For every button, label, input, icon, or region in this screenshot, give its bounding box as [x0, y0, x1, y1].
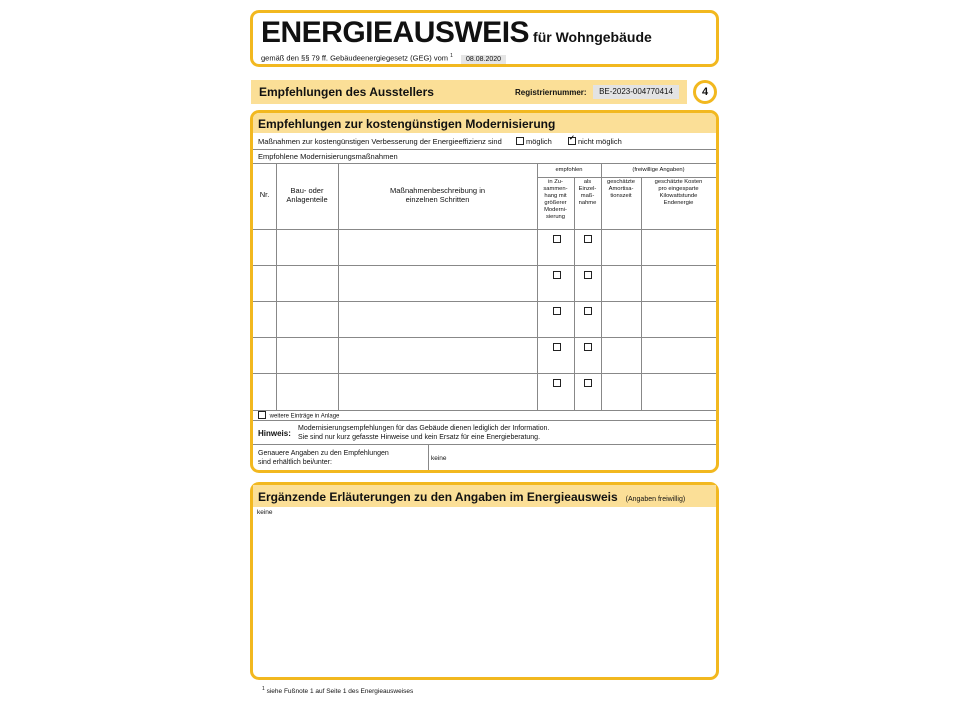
hint-label: Hinweis: — [258, 429, 291, 438]
section-title: Empfehlungen zur kostengünstigen Modernisierung — [253, 113, 716, 133]
possible-checkbox[interactable] — [516, 137, 524, 145]
col-combined: in Zu- sammen- hang mit größerer Moderni- sierung — [543, 179, 568, 220]
page-bar — [251, 80, 687, 104]
row1-combined-checkbox[interactable] — [553, 235, 561, 243]
hint-row — [253, 421, 716, 445]
col-amortization: geschätzte Amortisa- tionszeit — [606, 179, 636, 199]
recommended-label: Empfohlene Modernisierungsmaßnahmen — [253, 150, 716, 164]
row3-single-checkbox[interactable] — [584, 307, 592, 315]
row2-combined-checkbox[interactable] — [553, 271, 561, 279]
document-title — [261, 16, 652, 50]
measures-table — [253, 164, 716, 411]
col-description: Maßnahmenbeschreibung in einzelnen Schritten — [389, 186, 486, 205]
row1-single-checkbox[interactable] — [584, 235, 592, 243]
col-costs: geschätzte Kosten pro eingesparte Kilowattstunde Endenergie — [654, 179, 703, 206]
law-reference: gemäß den §§ 79 ff. Gebäudeenergiegesetz (GEG) vom $^1$ 08.08.2020 — [261, 53, 506, 64]
explanations-value[interactable]: keine — [257, 509, 273, 516]
row5-single-checkbox[interactable] — [584, 379, 592, 387]
not-possible-checkbox[interactable] — [568, 137, 576, 145]
col-component: Bau- oder Anlagenteile — [286, 186, 328, 205]
col-optional: (freiwillige Angaben) — [632, 167, 685, 173]
explanations-section — [250, 482, 719, 680]
row4-single-checkbox[interactable] — [584, 343, 592, 351]
title-main: ENERGIEAUSWEIS — [261, 16, 530, 49]
measures-row: Maßnahmen zur kostengünstigen Verbesserung der Energieeffizienz sind möglich ✓ nicht möglich — [253, 133, 716, 150]
page-bar-title: Empfehlungen des Ausstellers — [259, 85, 434, 99]
col-nr: Nr. — [259, 190, 270, 199]
explanations-title: Ergänzende Erläuterungen zu den Angaben im Energieausweis (Angaben freiwillig) — [253, 485, 716, 507]
hint-text: Modernisierungsempfehlungen für das Gebäude dienen lediglich der Information. Sie sind nur kurz gefasste Hinweise und kein Ersatz für eine Energieberatung. — [298, 425, 550, 441]
law-date: 08.08.2020 — [461, 55, 506, 64]
footnote: $^1$ siehe Fußnote 1 auf Seite 1 des Energieausweises — [262, 686, 414, 696]
more-entries-row: weitere Einträge in Anlage — [253, 411, 716, 421]
col-recommended: empfohlen — [555, 167, 583, 173]
col-single: als Einzel- maß- nahme — [578, 179, 597, 206]
modernisation-section — [250, 110, 719, 473]
header-box — [250, 10, 719, 67]
details-label: Genauere Angaben zu den Empfehlungen sind erhältlich bei/unter: — [258, 450, 389, 466]
registration-number: BE-2023-004770414 — [593, 85, 679, 99]
page-number: 4 — [693, 80, 717, 104]
details-value[interactable]: keine — [431, 455, 447, 462]
row5-combined-checkbox[interactable] — [553, 379, 561, 387]
more-entries-checkbox[interactable] — [258, 411, 266, 419]
registration-label: Registriernummer: — [515, 88, 587, 97]
row3-combined-checkbox[interactable] — [553, 307, 561, 315]
row4-combined-checkbox[interactable] — [553, 343, 561, 351]
row2-single-checkbox[interactable] — [584, 271, 592, 279]
details-row — [253, 445, 716, 470]
title-sub: für Wohngebäude — [533, 29, 652, 45]
